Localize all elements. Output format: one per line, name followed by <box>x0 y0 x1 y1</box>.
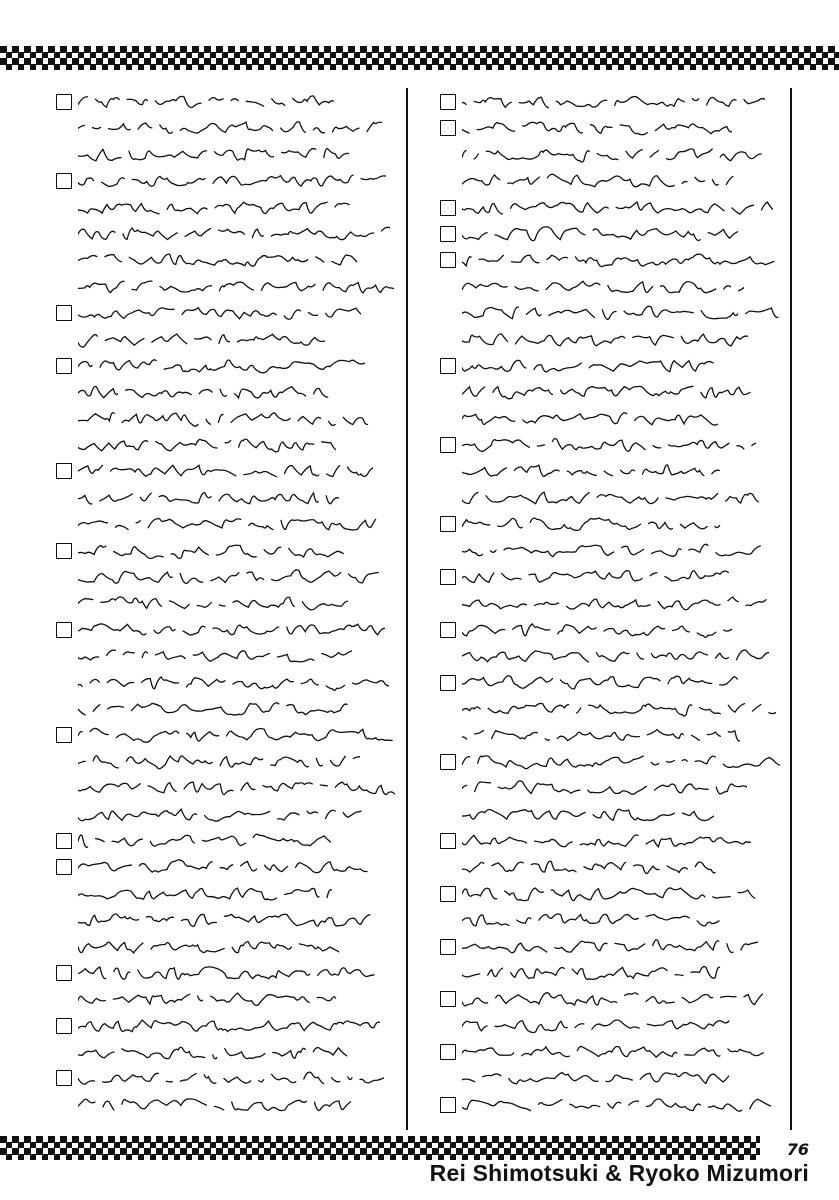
handwritten-line <box>56 486 400 510</box>
handwriting-scribble <box>462 1093 771 1117</box>
handwritten-line <box>56 855 400 879</box>
handwritten-line <box>440 908 784 932</box>
checkered-header-band <box>0 46 839 70</box>
page-number: 76 <box>786 1140 809 1159</box>
handwriting-scribble <box>78 354 365 378</box>
handwritten-line <box>440 618 784 642</box>
handwritten-line <box>440 328 784 352</box>
handwriting-scribble <box>462 1040 767 1064</box>
speaker-mark-icon <box>440 437 456 453</box>
handwritten-line <box>56 328 400 352</box>
handwritten-line <box>56 1093 400 1117</box>
handwriting-scribble <box>462 539 764 563</box>
handwritten-line <box>440 1014 784 1038</box>
handwritten-lines <box>56 90 400 1119</box>
handwriting-scribble <box>78 855 368 879</box>
handwriting-scribble <box>462 116 732 140</box>
handwritten-line <box>56 248 400 272</box>
handwriting-scribble <box>462 697 776 721</box>
handwritten-line <box>440 644 784 668</box>
left-text-column <box>46 86 406 1130</box>
handwriting-scribble <box>462 618 735 642</box>
checkered-pattern <box>0 46 839 70</box>
handwritten-line <box>440 539 784 563</box>
handwriting-scribble <box>462 671 739 695</box>
handwritten-line <box>56 961 400 985</box>
handwritten-line <box>56 143 400 167</box>
handwritten-line <box>56 829 400 853</box>
handwritten-line <box>56 90 400 114</box>
handwriting-scribble <box>462 908 722 932</box>
speaker-mark-icon <box>56 965 72 981</box>
handwritten-line <box>56 1066 400 1090</box>
handwriting-scribble <box>78 803 364 827</box>
handwritten-line <box>56 459 400 483</box>
speaker-mark-icon <box>56 463 72 479</box>
handwritten-line <box>440 512 784 536</box>
handwritten-line <box>440 855 784 879</box>
handwriting-scribble <box>462 750 780 774</box>
handwriting-scribble <box>462 301 781 325</box>
speaker-mark-icon <box>440 200 456 216</box>
speaker-mark-icon <box>56 727 72 743</box>
handwritten-line <box>56 539 400 563</box>
handwritten-line <box>440 116 784 140</box>
handwriting-scribble <box>462 644 772 668</box>
handwritten-line <box>56 750 400 774</box>
handwriting-scribble <box>462 512 727 536</box>
handwritten-line <box>440 723 784 747</box>
handwriting-scribble <box>462 486 760 510</box>
handwritten-line <box>56 169 400 193</box>
speaker-mark-icon <box>56 173 72 189</box>
handwriting-scribble <box>462 433 756 457</box>
handwritten-line <box>56 803 400 827</box>
handwriting-scribble <box>78 750 360 774</box>
handwritten-line <box>56 935 400 959</box>
handwriting-scribble <box>78 275 394 299</box>
speaker-mark-icon <box>440 754 456 770</box>
handwriting-scribble <box>462 882 755 906</box>
handwritten-line <box>440 1066 784 1090</box>
handwriting-scribble <box>462 169 736 193</box>
handwriting-scribble <box>78 1040 347 1064</box>
handwriting-scribble <box>78 301 361 325</box>
handwriting-scribble <box>462 248 777 272</box>
handwritten-line <box>56 591 400 615</box>
handwriting-scribble <box>462 776 747 800</box>
handwritten-line <box>440 248 784 272</box>
speaker-mark-icon <box>440 939 456 955</box>
handwritten-line <box>440 829 784 853</box>
handwriting-scribble <box>462 222 740 246</box>
handwritten-line <box>56 723 400 747</box>
speaker-mark-icon <box>440 516 456 532</box>
handwriting-scribble <box>78 723 393 747</box>
handwriting-scribble <box>462 565 731 589</box>
handwritten-line <box>56 565 400 589</box>
handwriting-scribble <box>78 486 340 510</box>
handwritten-line <box>56 1014 400 1038</box>
handwritten-line <box>56 1040 400 1064</box>
handwriting-scribble <box>462 961 726 985</box>
right-text-column <box>430 86 790 1130</box>
handwriting-scribble <box>78 512 377 536</box>
handwriting-scribble <box>78 1066 384 1090</box>
handwriting-scribble <box>78 380 332 404</box>
speaker-mark-icon <box>56 543 72 559</box>
handwriting-scribble <box>78 407 369 431</box>
speaker-mark-icon <box>56 1018 72 1034</box>
handwritten-lines <box>440 90 784 1119</box>
handwriting-scribble <box>78 829 331 853</box>
handwritten-line <box>440 1093 784 1117</box>
handwriting-scribble <box>78 90 345 114</box>
handwritten-line <box>440 591 784 615</box>
speaker-mark-icon <box>440 1097 456 1113</box>
handwritten-line <box>56 433 400 457</box>
handwriting-scribble <box>78 169 386 193</box>
handwriting-scribble <box>78 539 344 563</box>
handwriting-scribble <box>78 116 382 140</box>
handwriting-scribble <box>78 222 390 246</box>
handwriting-scribble <box>462 591 768 615</box>
handwriting-scribble <box>462 143 769 167</box>
speaker-mark-icon <box>56 859 72 875</box>
handwritten-line <box>440 565 784 589</box>
handwritten-line <box>56 354 400 378</box>
handwritten-line <box>440 1040 784 1064</box>
handwritten-line <box>56 908 400 932</box>
handwriting-scribble <box>462 275 744 299</box>
speaker-mark-icon <box>440 675 456 691</box>
handwriting-scribble <box>78 433 336 457</box>
handwritten-line <box>440 776 784 800</box>
handwriting-scribble <box>78 196 353 220</box>
handwritten-line <box>440 697 784 721</box>
handwriting-scribble <box>462 90 765 114</box>
handwritten-line <box>440 143 784 167</box>
column-divider <box>406 88 408 1130</box>
handwritten-line <box>440 750 784 774</box>
handwritten-line <box>56 618 400 642</box>
handwriting-scribble <box>462 1014 730 1038</box>
handwritten-line <box>440 301 784 325</box>
handwritten-line <box>440 275 784 299</box>
handwritten-line <box>56 222 400 246</box>
handwriting-scribble <box>78 1093 351 1117</box>
handwritten-line <box>440 882 784 906</box>
handwritten-line <box>56 275 400 299</box>
handwritten-line <box>440 354 784 378</box>
handwriting-scribble <box>78 328 328 352</box>
handwritten-line <box>440 987 784 1011</box>
checkered-footer-band <box>0 1136 760 1160</box>
handwritten-line <box>440 803 784 827</box>
handwriting-scribble <box>462 196 773 220</box>
handwritten-line <box>56 512 400 536</box>
handwriting-scribble <box>78 644 352 668</box>
speaker-mark-icon <box>440 991 456 1007</box>
speaker-mark-icon <box>440 833 456 849</box>
handwriting-scribble <box>78 671 389 695</box>
handwritten-line <box>56 196 400 220</box>
handwriting-scribble <box>462 328 748 352</box>
speaker-mark-icon <box>440 886 456 902</box>
speaker-mark-icon <box>56 833 72 849</box>
handwriting-scribble <box>78 248 357 272</box>
speaker-mark-icon <box>56 358 72 374</box>
handwritten-line <box>440 671 784 695</box>
handwriting-scribble <box>78 882 335 906</box>
handwriting-scribble <box>462 459 723 483</box>
handwritten-line <box>440 90 784 114</box>
handwritten-line <box>440 935 784 959</box>
handwritten-line <box>440 169 784 193</box>
handwriting-scribble <box>78 776 397 800</box>
handwriting-scribble <box>78 987 343 1011</box>
author-credit: Rei Shimotsuki & Ryoko Mizumori <box>429 1160 809 1186</box>
handwritten-line <box>56 644 400 668</box>
handwritten-line <box>440 459 784 483</box>
handwriting-scribble <box>462 987 763 1011</box>
handwriting-scribble <box>78 459 373 483</box>
handwriting-scribble <box>78 143 349 167</box>
handwritten-line <box>56 776 400 800</box>
handwritten-line <box>56 697 400 721</box>
speaker-mark-icon <box>440 358 456 374</box>
handwriting-scribble <box>462 723 743 747</box>
speaker-mark-icon <box>440 226 456 242</box>
handwriting-scribble <box>78 618 385 642</box>
handwriting-scribble <box>78 1014 380 1038</box>
column-divider <box>790 88 792 1130</box>
speaker-mark-icon <box>440 252 456 268</box>
handwriting-scribble <box>462 829 751 853</box>
handwritten-line <box>56 301 400 325</box>
handwritten-line <box>440 407 784 431</box>
handwritten-line <box>56 987 400 1011</box>
speaker-mark-icon <box>56 622 72 638</box>
handwriting-scribble <box>78 961 376 985</box>
handwriting-scribble <box>462 380 752 404</box>
handwriting-scribble <box>462 407 719 431</box>
handwritten-line <box>440 222 784 246</box>
checkered-pattern <box>0 1136 760 1160</box>
handwritten-line <box>56 380 400 404</box>
handwriting-scribble <box>78 591 348 615</box>
handwriting-scribble <box>78 908 372 932</box>
handwritten-line <box>56 407 400 431</box>
handwriting-scribble <box>78 565 381 589</box>
handwritten-line <box>440 380 784 404</box>
handwriting-scribble <box>78 697 356 721</box>
handwriting-scribble <box>462 935 759 959</box>
handwriting-scribble <box>462 803 714 827</box>
handwritten-line <box>440 486 784 510</box>
speaker-mark-icon <box>56 305 72 321</box>
handwritten-line <box>56 116 400 140</box>
speaker-mark-icon <box>56 1070 72 1086</box>
speaker-mark-icon <box>56 94 72 110</box>
handwriting-scribble <box>462 855 718 879</box>
speaker-mark-icon <box>440 120 456 136</box>
handwritten-line <box>440 433 784 457</box>
speaker-mark-icon <box>440 1044 456 1060</box>
handwritten-line <box>440 196 784 220</box>
speaker-mark-icon <box>440 622 456 638</box>
handwritten-line <box>56 671 400 695</box>
handwriting-scribble <box>78 935 339 959</box>
handwriting-scribble <box>462 1066 734 1090</box>
handwriting-scribble <box>462 354 715 378</box>
handwritten-line <box>56 882 400 906</box>
handwritten-line <box>440 961 784 985</box>
speaker-mark-icon <box>440 569 456 585</box>
speaker-mark-icon <box>440 94 456 110</box>
